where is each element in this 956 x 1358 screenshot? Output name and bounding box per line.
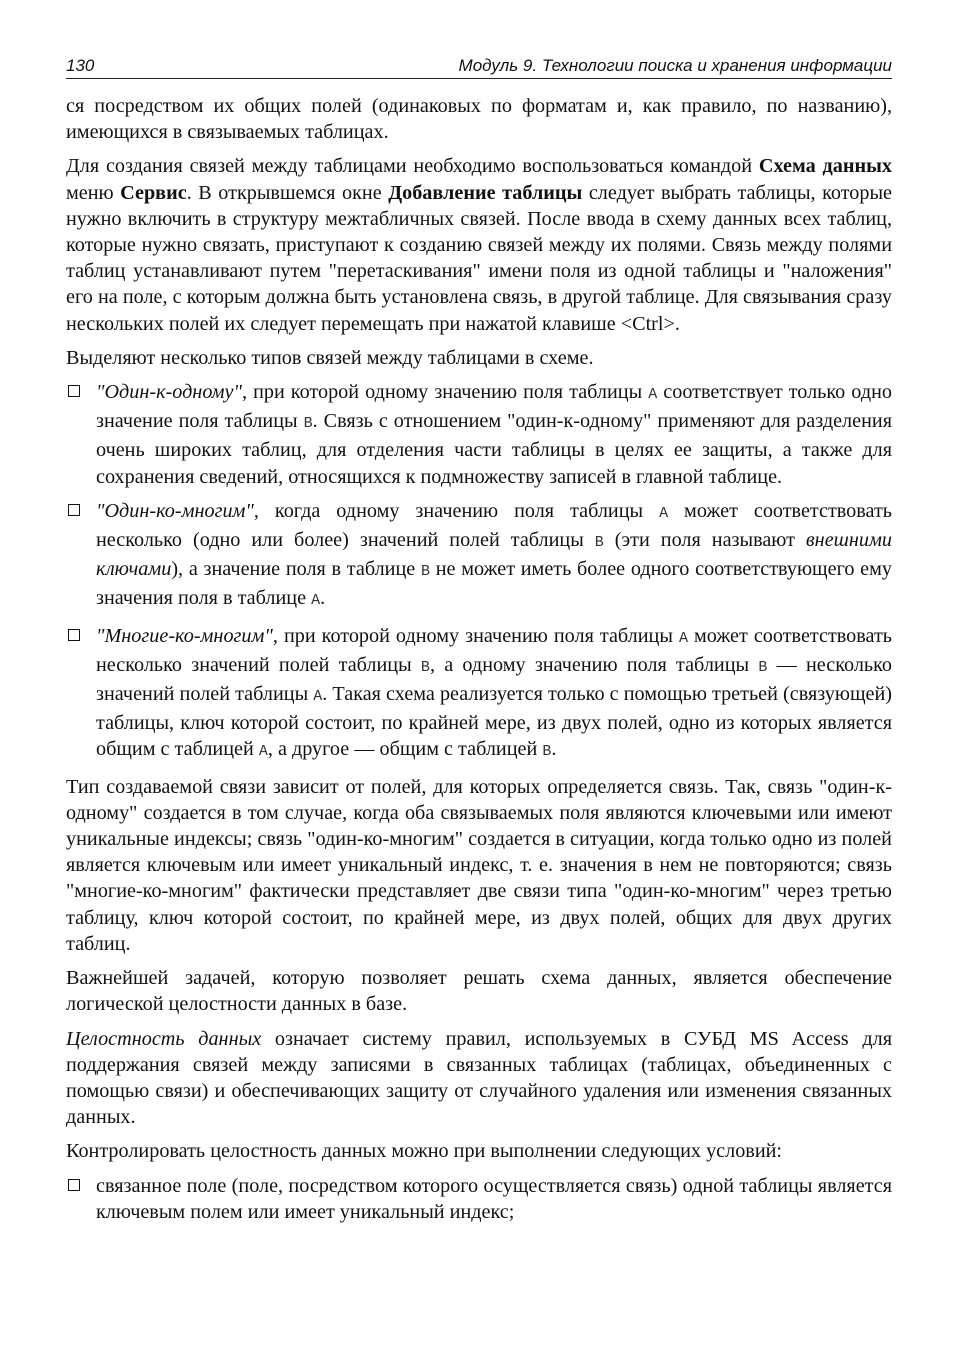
bullet-one-to-one	[66, 379, 892, 490]
book-page	[66, 52, 892, 1233]
text-run: может соответствовать несколько значений полей таблицы	[96, 624, 892, 676]
checkbox-bullet-icon	[68, 629, 80, 641]
text-run: меню	[66, 181, 121, 204]
checkbox-bullet-icon	[68, 1179, 80, 1191]
text-run: (эти поля называют	[603, 529, 806, 552]
text-run: может соответствовать несколько (одно или более) значений полей таблицы	[96, 499, 893, 552]
text-run: , при которой одному значению поля таблицы	[241, 381, 649, 404]
paragraph-5: Важнейшей задачей, которую позволяет решать схема данных, является обеспечение логической целостности данных в базе.	[66, 967, 892, 1016]
table-name: A	[648, 386, 658, 404]
text-run: , когда одному значению поля таблицы	[253, 499, 660, 522]
text-run: — несколько значений полей таблицы	[96, 653, 892, 706]
bold-term-add-table: Добавление таблицы	[388, 181, 583, 204]
table-name: A	[258, 743, 268, 761]
table-name: A	[659, 504, 669, 522]
italic-term: "Один-к-одному"	[96, 381, 242, 404]
page-body	[66, 93, 892, 1225]
italic-term: "Многие-ко-многим"	[96, 624, 273, 647]
text-run: не может иметь более одного соответствующего ему значения поля в таблице	[96, 558, 892, 610]
table-name: B	[420, 563, 430, 581]
text-run: ), а значение поля в таблице	[171, 558, 421, 581]
italic-term: внешними ключами	[96, 529, 892, 581]
text-run: Для создания связей между таблицами необходимо воспользоваться командой	[66, 155, 759, 178]
text-run: связанное поле (поле, посредством которого осуществляется связь) одной таблицы является ключевым полем или имеет уникальный индекс;	[96, 1174, 892, 1223]
text-run: . В открывшемся окне	[186, 181, 389, 204]
checkbox-bullet-icon	[68, 504, 80, 516]
italic-term: "Один-ко-многим"	[96, 499, 254, 522]
paragraph-7: Контролировать целостность данных можно при выполнении следующих условий:	[66, 1140, 783, 1163]
module-title: Модуль 9. Технологии поиска и хранения информации	[458, 56, 892, 75]
bullet-one-to-many	[66, 498, 892, 615]
table-name: A	[678, 629, 688, 647]
text-run: означает систему правил, используемых в СУБД MS Access для поддержания связей между записями в связанных таблицах (таблицах, объединенных с помощью связи) и обеспечивающих защиту от случайного удаления или изменения связанных данных.	[66, 1027, 892, 1129]
paragraph-4: Тип создаваемой связи зависит от полей, для которых определяется связь. Так, связь "один-к-одному" создается в том случае, когда оба связываемых поля являются ключевыми или имеют уникальные индексы; связь "один-ко-многим" создается в ситуации, когда только одно из полей является ключевым или имеет уникальный индекс, т. е. значения в нем не повторяются; связь "многие-ко-многим" фактически представляет две связи типа "один-ко-многим" через третью таблицу, ключ которой состоит, по крайней мере, из двух полей, общих для двух других таблиц.	[66, 775, 892, 955]
text-run: . Связь с отношением "один-к-одному" применяют для разделения очень широких таблиц, для отделения части таблицы в целях ее защиты, а также для сохранения сведений, относящихся к подмножеству записей в главной таблице.	[96, 410, 892, 488]
table-name: A	[313, 688, 323, 706]
italic-term: Целостность данных	[66, 1027, 262, 1050]
text-run: , а одному значению поля таблицы	[429, 653, 759, 676]
bold-term-service: Сервис	[120, 181, 187, 204]
paragraph-1: ся посредством их общих полей (одинаковых по форматам и, как правило, по названию), имеющихся в связываемых таблицах.	[66, 95, 892, 144]
text-run: , а другое — общим с таблицей	[267, 738, 543, 761]
bullet-many-to-many	[66, 623, 892, 766]
text-run: .	[320, 587, 326, 610]
text-run: соответствует только одно значение поля таблицы	[96, 381, 892, 433]
table-name: A	[311, 592, 321, 610]
table-name: B	[758, 658, 768, 676]
bullet-condition-1	[66, 1173, 892, 1225]
table-name: B	[594, 534, 604, 552]
page-number: 130	[66, 56, 95, 75]
text-run: , при которой одному значению поля таблицы	[272, 624, 679, 647]
text-run: . Такая схема реализуется только с помощью третьей (связующей) таблицы, ключ которой состоит, по крайней мере, из двух полей, одно из которых является общим с таблицей	[96, 683, 893, 761]
table-name: B	[303, 415, 313, 433]
text-run: .	[551, 738, 557, 761]
table-name: B	[420, 658, 430, 676]
checkbox-bullet-icon	[68, 385, 80, 397]
paragraph-3: Выделяют несколько типов связей между таблицами в схеме.	[66, 346, 594, 369]
bold-term-schema: Схема данных	[758, 155, 892, 178]
table-name: B	[542, 743, 552, 761]
running-header	[66, 52, 892, 79]
text-run: следует выбрать таблицы, которые нужно включить в структуру межтабличных связей. После ввода в схему данных всех таблиц, которые нужно связать, приступают к созданию связей между их полями. Связь между полями таблиц устанавливают путем "перетаскивания" имени поля из одной таблицы и "наложения" его на поле, с которым должна быть установлена связь, в другой таблице. Для связывания сразу нескольких полей их следует перемещать при нажатой клавише <Ctrl>.	[66, 181, 892, 335]
paragraph-2	[66, 153, 892, 336]
paragraph-6	[66, 1026, 892, 1131]
